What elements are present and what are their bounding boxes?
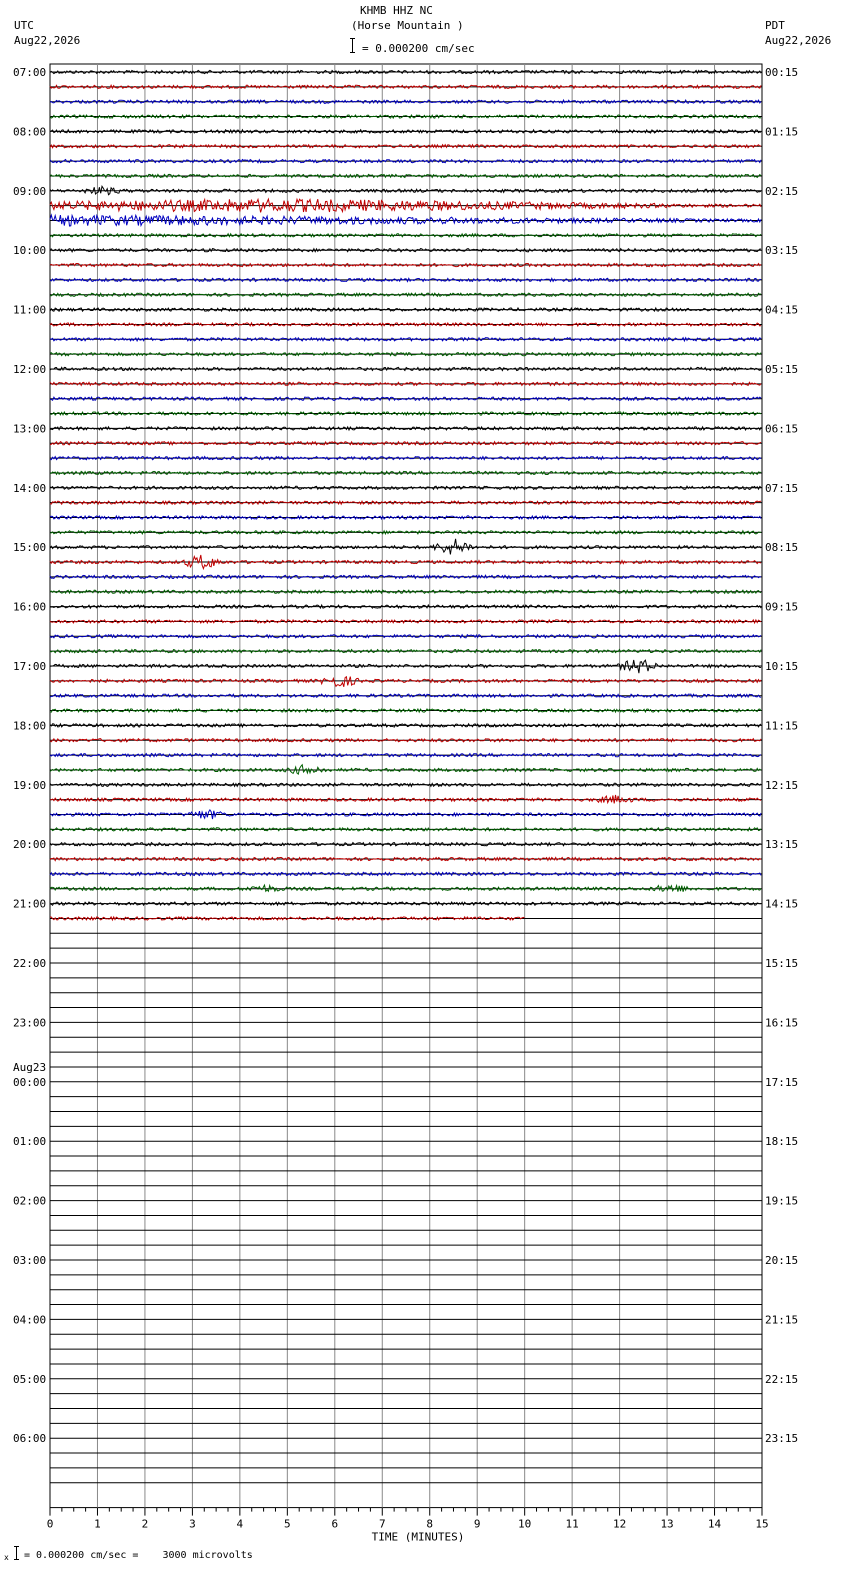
x-tick-label: 13 <box>660 1517 674 1531</box>
utc-hour-label: 22:00 <box>13 957 47 970</box>
left-timezone: UTC <box>14 19 34 32</box>
pdt-hour-label: 17:15 <box>765 1075 799 1089</box>
pdt-hour-label: 19:15 <box>765 1194 799 1208</box>
seismic-trace <box>50 590 761 593</box>
scale-label: = 0.000200 cm/sec <box>362 42 475 55</box>
station-location: (Horse Mountain ) <box>351 19 464 32</box>
pdt-hour-label: 20:15 <box>765 1254 799 1267</box>
utc-hour-label: 03:00 <box>13 1254 47 1267</box>
x-tick-label: 15 <box>755 1517 769 1531</box>
utc-hour-label: 20:00 <box>13 838 47 852</box>
pdt-hour-label: 05:15 <box>765 363 799 376</box>
x-tick-label: 6 <box>331 1517 339 1531</box>
utc-hour-label: 02:00 <box>13 1194 47 1208</box>
seismic-trace <box>50 160 761 163</box>
x-tick-label: 4 <box>236 1517 244 1531</box>
pdt-hour-label: 23:15 <box>765 1432 799 1446</box>
utc-hour-label: 00:00 <box>13 1075 47 1089</box>
utc-hour-label: 18:00 <box>13 719 47 733</box>
pdt-hour-label: 00:15 <box>765 66 799 79</box>
x-axis-title: TIME (MINUTES) <box>371 1530 465 1544</box>
utc-hour-label: 07:00 <box>13 66 47 79</box>
pdt-hour-label: 03:15 <box>765 244 799 258</box>
pdt-hour-label: 18:15 <box>765 1135 799 1149</box>
utc-hour-label: 10:00 <box>13 244 47 258</box>
pdt-hour-label: 15:15 <box>765 957 799 970</box>
utc-hour-label: 13:00 <box>13 422 47 436</box>
pdt-hour-label: 21:15 <box>765 1313 799 1327</box>
utc-hour-label: 17:00 <box>13 660 47 673</box>
x-tick-label: 1 <box>94 1517 101 1531</box>
pdt-hour-label: 22:15 <box>765 1372 799 1386</box>
x-tick-label: 2 <box>141 1517 149 1531</box>
x-tick-label: 8 <box>426 1517 434 1531</box>
seismic-trace <box>50 660 761 673</box>
pdt-hour-label: 10:15 <box>765 660 799 673</box>
right-date: Aug22,2026 <box>765 34 832 47</box>
utc-hour-label: 01:00 <box>13 1135 47 1149</box>
pdt-hour-label: 02:15 <box>765 184 799 198</box>
pdt-hour-label: 06:15 <box>765 422 799 436</box>
seismic-trace <box>50 539 761 555</box>
utc-hour-label: 23:00 <box>13 1016 47 1030</box>
x-tick-label: 0 <box>46 1517 54 1531</box>
utc-hour-label: 16:00 <box>13 600 47 614</box>
seismic-trace <box>50 677 761 687</box>
date-change-label: Aug23 <box>13 1060 47 1074</box>
footer-scale-note: = 0.000200 cm/sec = 3000 microvolts <box>24 1550 253 1561</box>
x-tick-label: 12 <box>612 1517 627 1531</box>
station-title: KHMB HHZ NC <box>360 4 433 17</box>
pdt-hour-label: 09:15 <box>765 600 799 614</box>
pdt-hour-label: 11:15 <box>765 719 799 733</box>
x-tick-label: 7 <box>378 1517 386 1531</box>
utc-hour-label: 09:00 <box>13 184 47 198</box>
seismic-trace <box>50 249 761 252</box>
utc-hour-label: 04:00 <box>13 1313 47 1327</box>
utc-hour-label: 21:00 <box>13 897 47 911</box>
utc-hour-label: 05:00 <box>13 1372 47 1386</box>
seismic-trace <box>50 442 761 445</box>
right-timezone: PDT <box>765 19 785 32</box>
utc-hour-label: 06:00 <box>13 1432 47 1446</box>
x-tick-label: 11 <box>565 1517 579 1531</box>
x-tick-label: 5 <box>284 1517 291 1531</box>
x-tick-label: 9 <box>473 1517 481 1531</box>
x-tick-label: 3 <box>189 1517 196 1531</box>
utc-hour-label: 11:00 <box>13 303 47 317</box>
utc-hour-label: 08:00 <box>13 125 47 139</box>
pdt-hour-label: 13:15 <box>765 838 799 852</box>
footer-scale-icon: x <box>4 1545 20 1561</box>
left-date: Aug22,2026 <box>14 34 81 47</box>
pdt-hour-label: 01:15 <box>765 125 799 139</box>
pdt-hour-label: 07:15 <box>765 481 799 495</box>
utc-hour-label: 12:00 <box>13 363 47 376</box>
pdt-hour-label: 12:15 <box>765 778 799 792</box>
x-tick-label: 10 <box>518 1517 532 1531</box>
utc-hour-label: 14:00 <box>13 481 47 495</box>
pdt-hour-label: 04:15 <box>765 303 799 317</box>
utc-hour-label: 19:00 <box>13 778 47 792</box>
pdt-hour-label: 08:15 <box>765 541 799 555</box>
x-tick-label: 14 <box>707 1517 722 1531</box>
pdt-hour-label: 14:15 <box>765 897 799 911</box>
pdt-hour-label: 16:15 <box>765 1016 799 1030</box>
seismic-trace <box>50 765 761 774</box>
utc-hour-label: 15:00 <box>13 541 47 555</box>
